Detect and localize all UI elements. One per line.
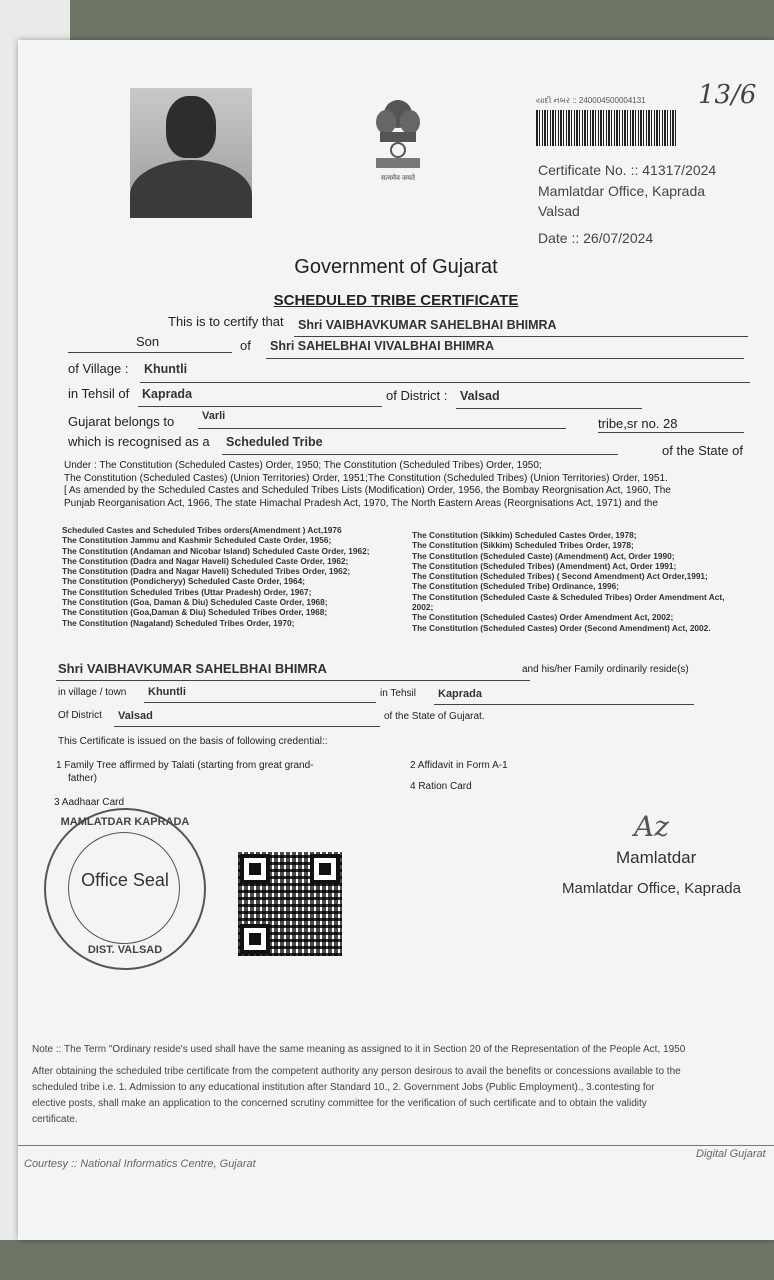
tribe-name: Varli (202, 410, 226, 422)
credential-4: 4 Ration Card (410, 781, 472, 792)
issuing-office: Mamlatdar Office, Kaprada (538, 183, 706, 199)
relation: Son (136, 334, 160, 349)
village-label: of Village : (68, 361, 129, 376)
barcode-number: યાદી નંબર :: 240004500004131 (536, 96, 646, 105)
resident-name: Shri VAIBHAVKUMAR SAHELBHAI BHIMRA (58, 661, 327, 676)
note-section: Note :: The Term "Ordinary reside's used shall have the same meaning as assigned to it in Section 20 of the Representation of the People Act, 1950 After obtaining the scheduled tribe certificate from the competent authority any person desirous to avail the benefits or concessions available to the scheduled tribe i.e. 1. Admission to any educational institution after Standard 10., 2. Government Jobs (Public Employment)., 3.contesting for elective posts, shall make an application to the concerned scrutiny committee for the verification of such certificate and to obtain the validity certificate. (32, 1044, 686, 1125)
recognised-label: which is recognised as a (68, 434, 210, 449)
emblem-motto: सत्यमेव जयते (380, 175, 416, 182)
resident-village: Khuntli (148, 686, 186, 698)
resident-district: Valsad (118, 710, 153, 722)
office-seal-icon: MAMLATDAR KAPRADA Office Seal DIST. VALSAD (44, 808, 206, 970)
village: Khuntli (144, 362, 188, 376)
legal-basis: Under : The Constitution (Scheduled Castes) Order, 1950; The Constitution (Scheduled Tribes) Order, 1950; The Constitution (Scheduled Castes) (Union Territories) Order, 1951;The Constitution (Scheduled Tribes) (Union Territories) Order, 1951. [ As amended by the Scheduled Castes and Scheduled Tribes Lists (Modification) Order, 1956, the Bombay Reorgnisation Act, 1960, The Punjab Reorganisation Act, 1966, The state Himachal Pradesh Act, 1970, The North Eastern Areas (Reorgnisations Act, 1971) and the (64, 460, 671, 509)
page-title: Government of Gujarat (294, 256, 498, 278)
handwritten-note: 13/6 (698, 80, 757, 110)
tehsil: Kaprada (142, 387, 193, 401)
town-label: in village / town (58, 687, 127, 698)
courtesy-footer: Courtesy :: National Informatics Centre, Gujarat (24, 1158, 256, 1170)
belongs-label: Gujarat belongs to (68, 414, 175, 429)
signature: Az (634, 810, 669, 843)
district-label: of District : (386, 388, 448, 403)
certify-label: This is to certify that (168, 314, 284, 329)
barcode (536, 110, 676, 146)
signatory-title: Mamlatdar (616, 848, 697, 867)
signatory-office: Mamlatdar Office, Kaprada (562, 880, 741, 897)
parent-name: Shri SAHELBHAI VIVALBHAI BHIMRA (270, 339, 495, 353)
resident-state: of the State of Gujarat. (384, 711, 485, 722)
resident-district-label: Of District (58, 710, 102, 721)
of-label: of (240, 338, 251, 353)
district: Valsad (460, 389, 500, 403)
issuing-district: Valsad (538, 203, 580, 219)
digital-gujarat-footer: Digital Gujarat (696, 1148, 766, 1160)
recognised-as: Scheduled Tribe (226, 435, 323, 449)
credentials-intro: This Certificate is issued on the basis of following credential:: (58, 736, 328, 747)
certificate-page (18, 40, 774, 1240)
tehsil-label: in Tehsil of (68, 386, 130, 401)
orders-left-list: Scheduled Castes and Scheduled Tribes orders(Amendment ) Act,1976 The Constitution Jammu and Kashmir Scheduled Caste Order, 1956; The Constitution (Andaman and Nicobar Island) Scheduled Caste Order, 1962; The Constitution (Dadra and Nagar Haveli) Scheduled Caste Order, 1962; The Constitution (Dadra and Nagar Haveli) Scheduled Tribes Order, 1962; The Constitution (Pondicheryy) Scheduled Caste Order, 1964; The Constitution Scheduled Tribes (Uttar Pradesh) Order, 1967; The Constitution (Goa, Daman & Diu) Scheduled Caste Order, 1968; The Constitution (Goa,Daman & Diu) Scheduled Tribes Order, 1968; The Constitution (Nagaland) Scheduled Tribes Order, 1970; (62, 525, 370, 628)
issue-date: Date :: 26/07/2024 (538, 230, 654, 246)
certificate-number: Certificate No. :: 41317/2024 (538, 162, 717, 178)
applicant-photo (130, 88, 252, 218)
orders-right-list: The Constitution (Sikkim) Scheduled Castes Order, 1978; The Constitution (Sikkim) Scheduled Tribes Order, 1978; The Constitution (Scheduled Caste) (Amendment) Act, Order 1990; The Constitution (Scheduled Tribes) (Amendment) Act, Order 1991; The Constitution (Scheduled Tribes) ( Second Amendment) Act Order,1991; The Constitution (Scheduled Tribe) Ordinance, 1996; The Constitution (Scheduled Caste & Scheduled Tribes) Order Amendment Act, 2002; The Constitution (Scheduled Castes) Order Amendment Act, 2002; The Constitution (Scheduled Castes) Order (Second Amendment) Act, 2002. (412, 530, 725, 633)
resident-tehsil: Kaprada (438, 688, 483, 700)
person-name: Shri VAIBHAVKUMAR SAHELBHAI BHIMRA (298, 318, 557, 332)
certificate-title: SCHEDULED TRIBE CERTIFICATE (273, 292, 519, 309)
tribe-serial: tribe,sr no. 28 (598, 416, 678, 431)
resident-tehsil-label: in Tehsil (380, 688, 416, 699)
reside-label: and his/her Family ordinarily reside(s) (522, 664, 689, 675)
credential-2: 2 Affidavit in Form A-1 (410, 760, 508, 771)
credential-1: 1 Family Tree affirmed by Talati (starting from great grand- father) (56, 760, 314, 784)
credential-3: 3 Aadhaar Card (54, 797, 125, 808)
state-label: of the State of (662, 443, 743, 458)
qr-code (238, 852, 342, 956)
